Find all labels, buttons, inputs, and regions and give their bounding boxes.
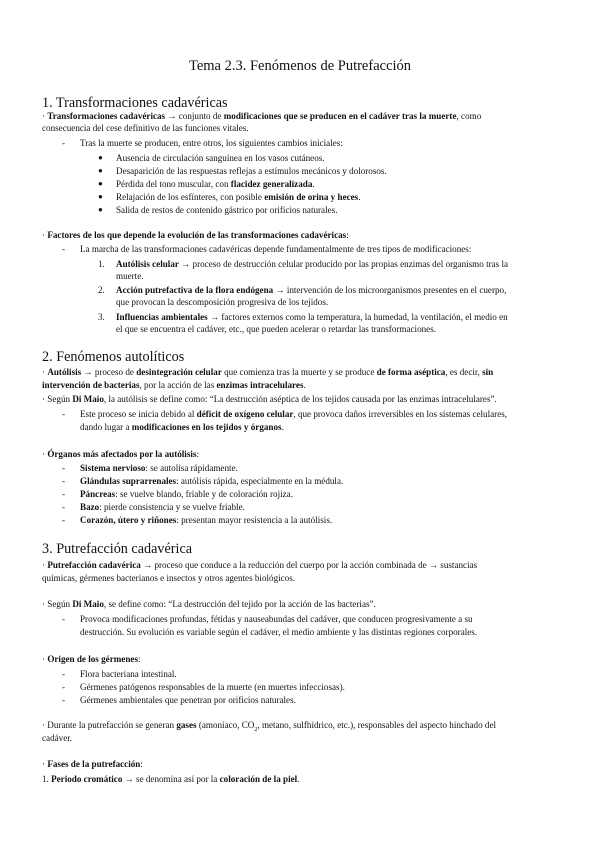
document-title: Tema 2.3. Fenómenos de Putrefacción bbox=[188, 58, 412, 74]
s3-paragraph-4: · Durante la putrefacción se generan gases (amoníaco, $CO_2$, metano, sulfhídrico, etc.), responsables del aspecto hinchado del bbox=[42, 720, 497, 733]
dash-marker: - bbox=[62, 669, 66, 679]
s3-germ-3: Gérmenes ambientales que penetran por orificios naturales. bbox=[80, 695, 296, 705]
s1-bullet-5: Salida de restos de contenido gástrico por orificios naturales. bbox=[116, 205, 338, 215]
s1-numbered-2-cont: que provocan la descomposición progresiva de los tejidos. bbox=[116, 297, 329, 307]
dash-marker: - bbox=[62, 502, 66, 512]
s3-dash-1-cont: destrucción. Su evolución es variable según el cadáver, el medio ambiente y las distintas regiones corporales. bbox=[80, 627, 478, 637]
dash-marker: - bbox=[62, 409, 66, 419]
section-3-heading: 3. Putrefacción cadavérica bbox=[42, 541, 193, 557]
bullet-marker: ● bbox=[98, 205, 103, 214]
bullet-marker: ● bbox=[98, 166, 103, 175]
s1-bullet-3: Pérdida del tono muscular, con flacidez generalizada. bbox=[116, 179, 315, 189]
s2-organ-5: Corazón, útero y riñones: presentan mayor resistencia a la autólisis. bbox=[80, 515, 333, 525]
section-1-heading: 1. Transformaciones cadavéricas bbox=[42, 95, 228, 111]
dash-marker: - bbox=[62, 695, 66, 705]
s2-paragraph-2: · Según Di Maio, la autólisis se define como: “La destrucción aséptica de los tejidos causada por las enzimas intracelulares”. bbox=[42, 394, 497, 404]
s1-numbered-3: Influencias ambientales → factores externos como la temperatura, la humedad, la ventilación, el medio en bbox=[116, 312, 508, 322]
s2-paragraph-3: · Órganos más afectados por la autólisis: bbox=[42, 449, 199, 459]
s2-dash-1: Este proceso se inicia debido al déficit de oxígeno celular, que provoca daños irreversibles en los sistemas celulares, bbox=[80, 409, 508, 419]
s2-paragraph-1-cont: intervención de bacterias, por la acción de las enzimas intracelulares. bbox=[42, 380, 306, 390]
dash-marker: - bbox=[62, 682, 66, 692]
s1-paragraph-2: · Factores de los que depende la evolución de las transformaciones cadavéricas: bbox=[42, 230, 349, 240]
bullet-marker: ● bbox=[98, 153, 103, 162]
s2-organ-1: Sistema nervioso: se autolisa rápidamente. bbox=[80, 463, 238, 473]
s3-paragraph-1-cont: químicas, gérmenes bacterianos e insectos y otros agentes biológicos. bbox=[42, 573, 296, 583]
s1-paragraph-1-cont: consecuencia del cese definitivo de las funciones vitales. bbox=[42, 123, 249, 133]
s1-paragraph-1: · Transformaciones cadavéricas → conjunto de modificaciones que se producen en el cadáver tras la muerte, como bbox=[42, 111, 482, 121]
s3-paragraph-2: · Según Di Maio, se define como: “La destrucción del tejido por la acción de las bacterias”. bbox=[42, 599, 376, 609]
s3-paragraph-5: · Fases de la putrefacción: bbox=[42, 759, 143, 769]
dash-marker: - bbox=[62, 463, 66, 473]
dash-marker: - bbox=[62, 614, 66, 624]
s1-dash-1: Tras la muerte se producen, entre otros, los siguientes cambios iniciales: bbox=[80, 138, 343, 148]
section-2-heading: 2. Fenómenos autolíticos bbox=[42, 349, 185, 365]
s3-paragraph-4-cont: cadáver. bbox=[42, 733, 73, 743]
s3-paragraph-3: · Origen de los gérmenes: bbox=[42, 654, 141, 664]
s3-paragraph-1: · Putrefacción cadavérica → proceso que conduce a la reducción del cuerpo por la acción combinada de → sustancias bbox=[42, 560, 478, 570]
s3-germ-1: Flora bacteriana intestinal. bbox=[80, 669, 177, 679]
s1-bullet-2: Desaparición de las respuestas reflejas a estímulos mecánicos y dolorosos. bbox=[116, 166, 387, 176]
dash-marker: - bbox=[62, 138, 66, 148]
list-number: 3. bbox=[98, 312, 105, 322]
s3-phase-1: 1. Periodo cromático → se denomina así por la coloración de la piel. bbox=[42, 774, 300, 784]
s1-dash-2: La marcha de las transformaciones cadavéricas depende fundamentalmente de tres tipos de modificaciones: bbox=[80, 244, 472, 254]
s1-bullet-1: Ausencia de circulación sanguínea en los vasos cutáneos. bbox=[116, 153, 325, 163]
dash-marker: - bbox=[62, 476, 66, 486]
dash-marker: - bbox=[62, 489, 66, 499]
s2-organ-3: Páncreas: se vuelve blando, friable y de coloración rojiza. bbox=[80, 489, 293, 499]
s2-dash-1-cont: dando lugar a modificaciones en los tejidos y órganos. bbox=[80, 422, 284, 432]
list-number: 2. bbox=[98, 285, 105, 295]
s2-organ-2: Glándulas suprarrenales: autólisis rápida, especialmente en la médula. bbox=[80, 476, 344, 486]
s1-numbered-1-cont: muerte. bbox=[116, 271, 144, 281]
s3-dash-1: Provoca modificaciones profundas, fétidas y nauseabundas del cadáver, que conducen progresivamente a su bbox=[80, 614, 473, 624]
s2-organ-4: Bazo: pierde consistencia y se vuelve friable. bbox=[80, 502, 245, 512]
dash-marker: - bbox=[62, 515, 66, 525]
s3-germ-2: Gérmenes patógenos responsables de la muerte (en muertes infecciosas). bbox=[80, 682, 345, 692]
s2-paragraph-1: · Autólisis → proceso de desintegración celular que comienza tras la muerte y se produce de forma aséptica, es decir, sin bbox=[42, 367, 494, 377]
s1-numbered-2: Acción putrefactiva de la flora endógena → intervención de los microorganismos presentes en el cuerpo, bbox=[116, 285, 507, 295]
bullet-marker: ● bbox=[98, 192, 103, 201]
dash-marker: - bbox=[62, 244, 66, 254]
s1-numbered-1: Autólisis celular → proceso de destrucción celular producido por las propias enzimas del organismo tras la bbox=[116, 259, 509, 269]
s1-bullet-4: Relajación de los esfínteres, con posible emisión de orina y heces. bbox=[116, 192, 361, 202]
s1-numbered-3-cont: el que se encuentra el cadáver, etc., que pueden acelerar o retardar las transformaciones. bbox=[116, 324, 437, 334]
list-number: 1. bbox=[98, 259, 105, 269]
bullet-marker: ● bbox=[98, 179, 103, 188]
